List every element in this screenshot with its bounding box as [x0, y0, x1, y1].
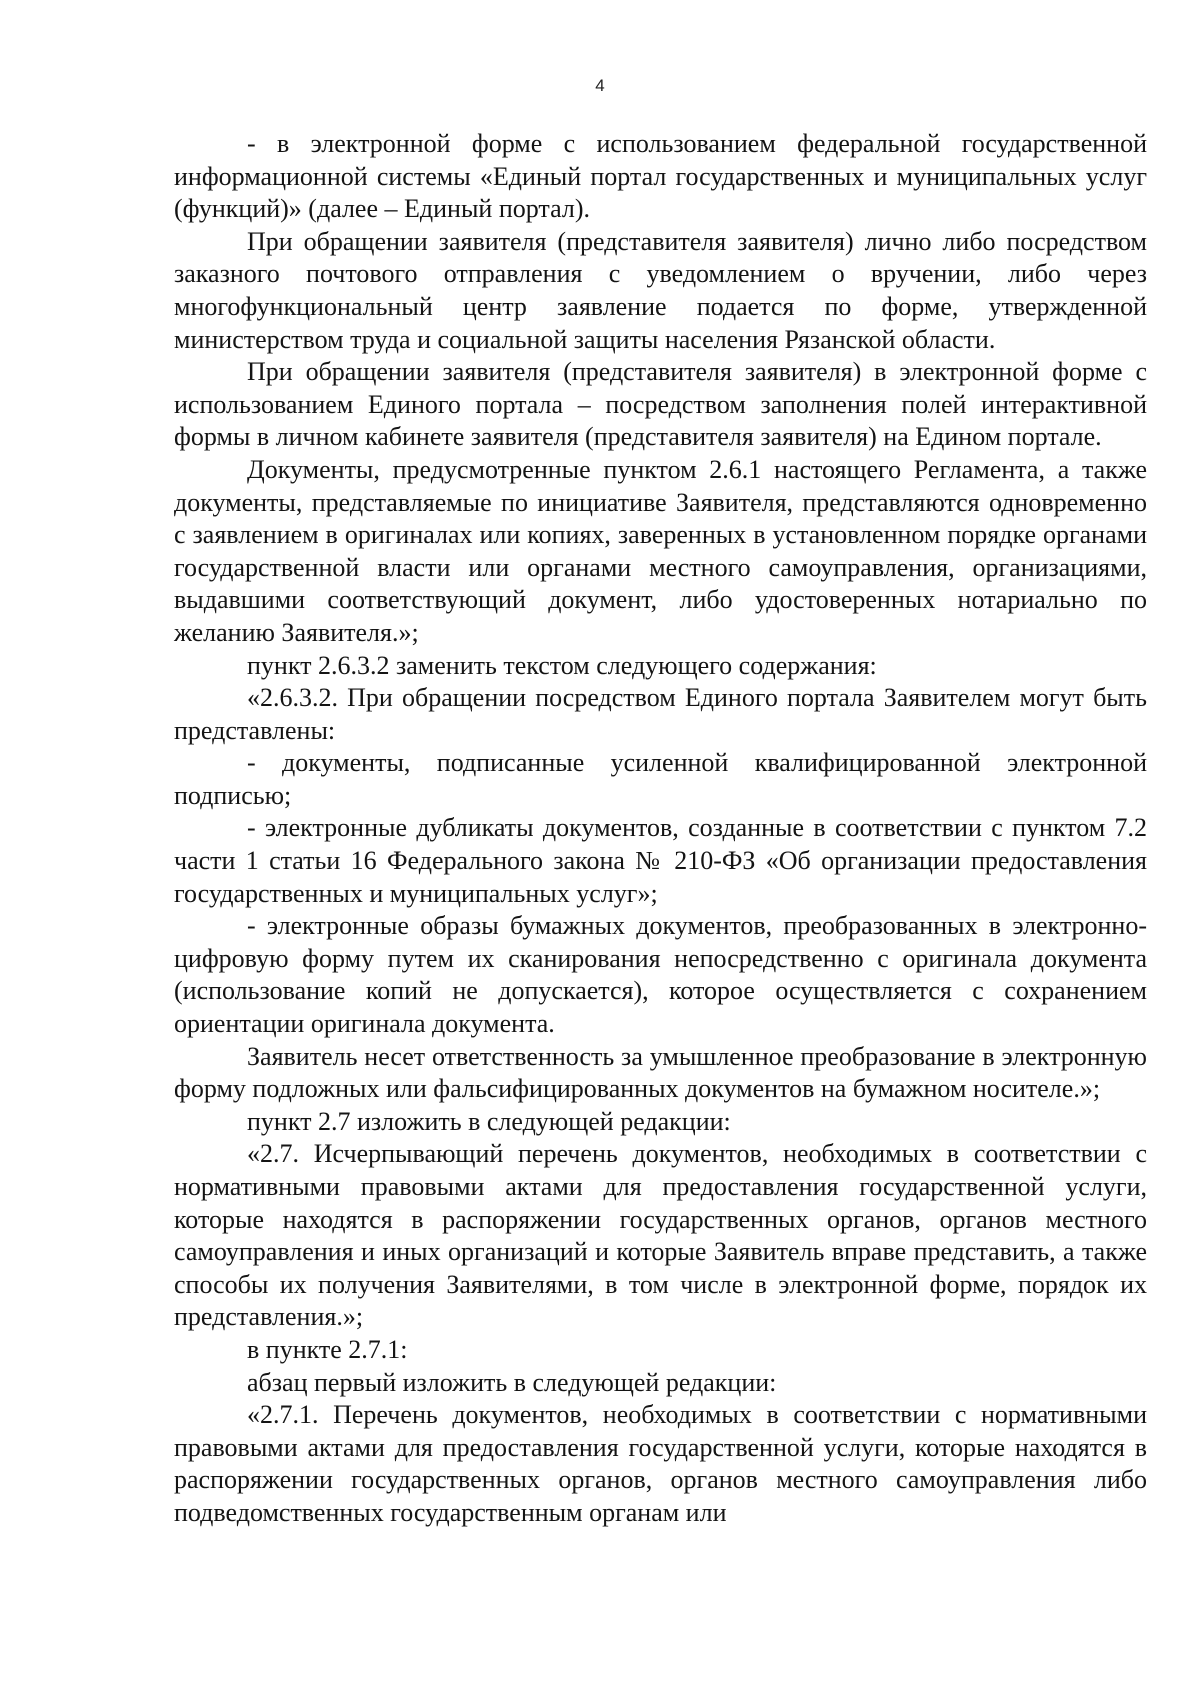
paragraph: «2.7.1. Перечень документов, необходимых в соответствии с нормативными правовыми актами для предоставления государственной услуги, которые находятся в распоряжении государственных органов, органов местного самоуправления либо подведомственных государственным органам или — [174, 1400, 1147, 1527]
paragraph: «2.7. Исчерпывающий перечень документов, необходимых в соответствии с нормативными правовыми актами для предоставления государственной услуги, которые находятся в распоряжении государственных органов, органов местного самоуправления и иных организаций и которые Заявитель вправе представить, а также способы их получения Заявителями, в том числе в электронной форме, порядок их представления.»; — [174, 1139, 1147, 1332]
paragraph: Документы, предусмотренные пунктом 2.6.1 настоящего Регламента, а также документы, представляемые по инициативе Заявителя, представляются одновременно с заявлением в оригиналах или копиях, заверенных в установленном порядке органами государственной власти или органами местного самоуправления, организациями, выдавшими соответствующий документ, либо удостоверенных нотариально по желанию Заявителя.»; — [174, 454, 1147, 647]
paragraph: - документы, подписанные усиленной квалифицированной электронной подписью; — [174, 748, 1147, 810]
paragraph: в пункте 2.7.1: — [247, 1334, 408, 1364]
paragraph: - в электронной форме с использованием федеральной государственной информационной системы «Единый портал государственных и муниципальных услуг (функций)» (далее – Единый портал). — [174, 129, 1147, 224]
paragraph: абзац первый изложить в следующей редакции: — [247, 1367, 777, 1397]
paragraph: При обращении заявителя (представителя заявителя) в электронной форме с использованием Единого портала – посредством заполнения полей интерактивной формы в личном кабинете заявителя (представителя заявителя) на Едином портале. — [174, 357, 1147, 452]
page-number: 4 — [595, 76, 605, 95]
paragraph: - электронные дубликаты документов, созданные в соответствии с пунктом 7.2 части 1 статьи 16 Федерального закона № 210-ФЗ «Об организации предоставления государственных и муниципальных услуг»; — [174, 813, 1147, 908]
paragraph: пункт 2.7 изложить в следующей редакции: — [247, 1106, 731, 1136]
document-body — [174, 128, 1147, 1530]
paragraph: - электронные образы бумажных документов, преобразованных в электронно-цифровую форму путем их сканирования непосредственно с оригинала документа (использование копий не допускается), которое осуществляется с сохранением ориентации оригинала документа. — [174, 911, 1147, 1039]
paragraph: «2.6.3.2. При обращении посредством Единого портала Заявителем могут быть представлены: — [174, 683, 1147, 745]
paragraph: Заявитель несет ответственность за умышленное преобразование в электронную форму подложных или фальсифицированных документов на бумажном носителе.»; — [174, 1041, 1147, 1104]
paragraph: пункт 2.6.3.2 заменить текстом следующего содержания: — [247, 650, 877, 680]
paragraph: При обращении заявителя (представителя заявителя) лично либо посредством заказного почтового отправления с уведомлением о вручении, либо через многофункциональный центр заявление подается по форме, утвержденной министерством труда и социальной защиты населения Рязанской области. — [174, 226, 1147, 354]
